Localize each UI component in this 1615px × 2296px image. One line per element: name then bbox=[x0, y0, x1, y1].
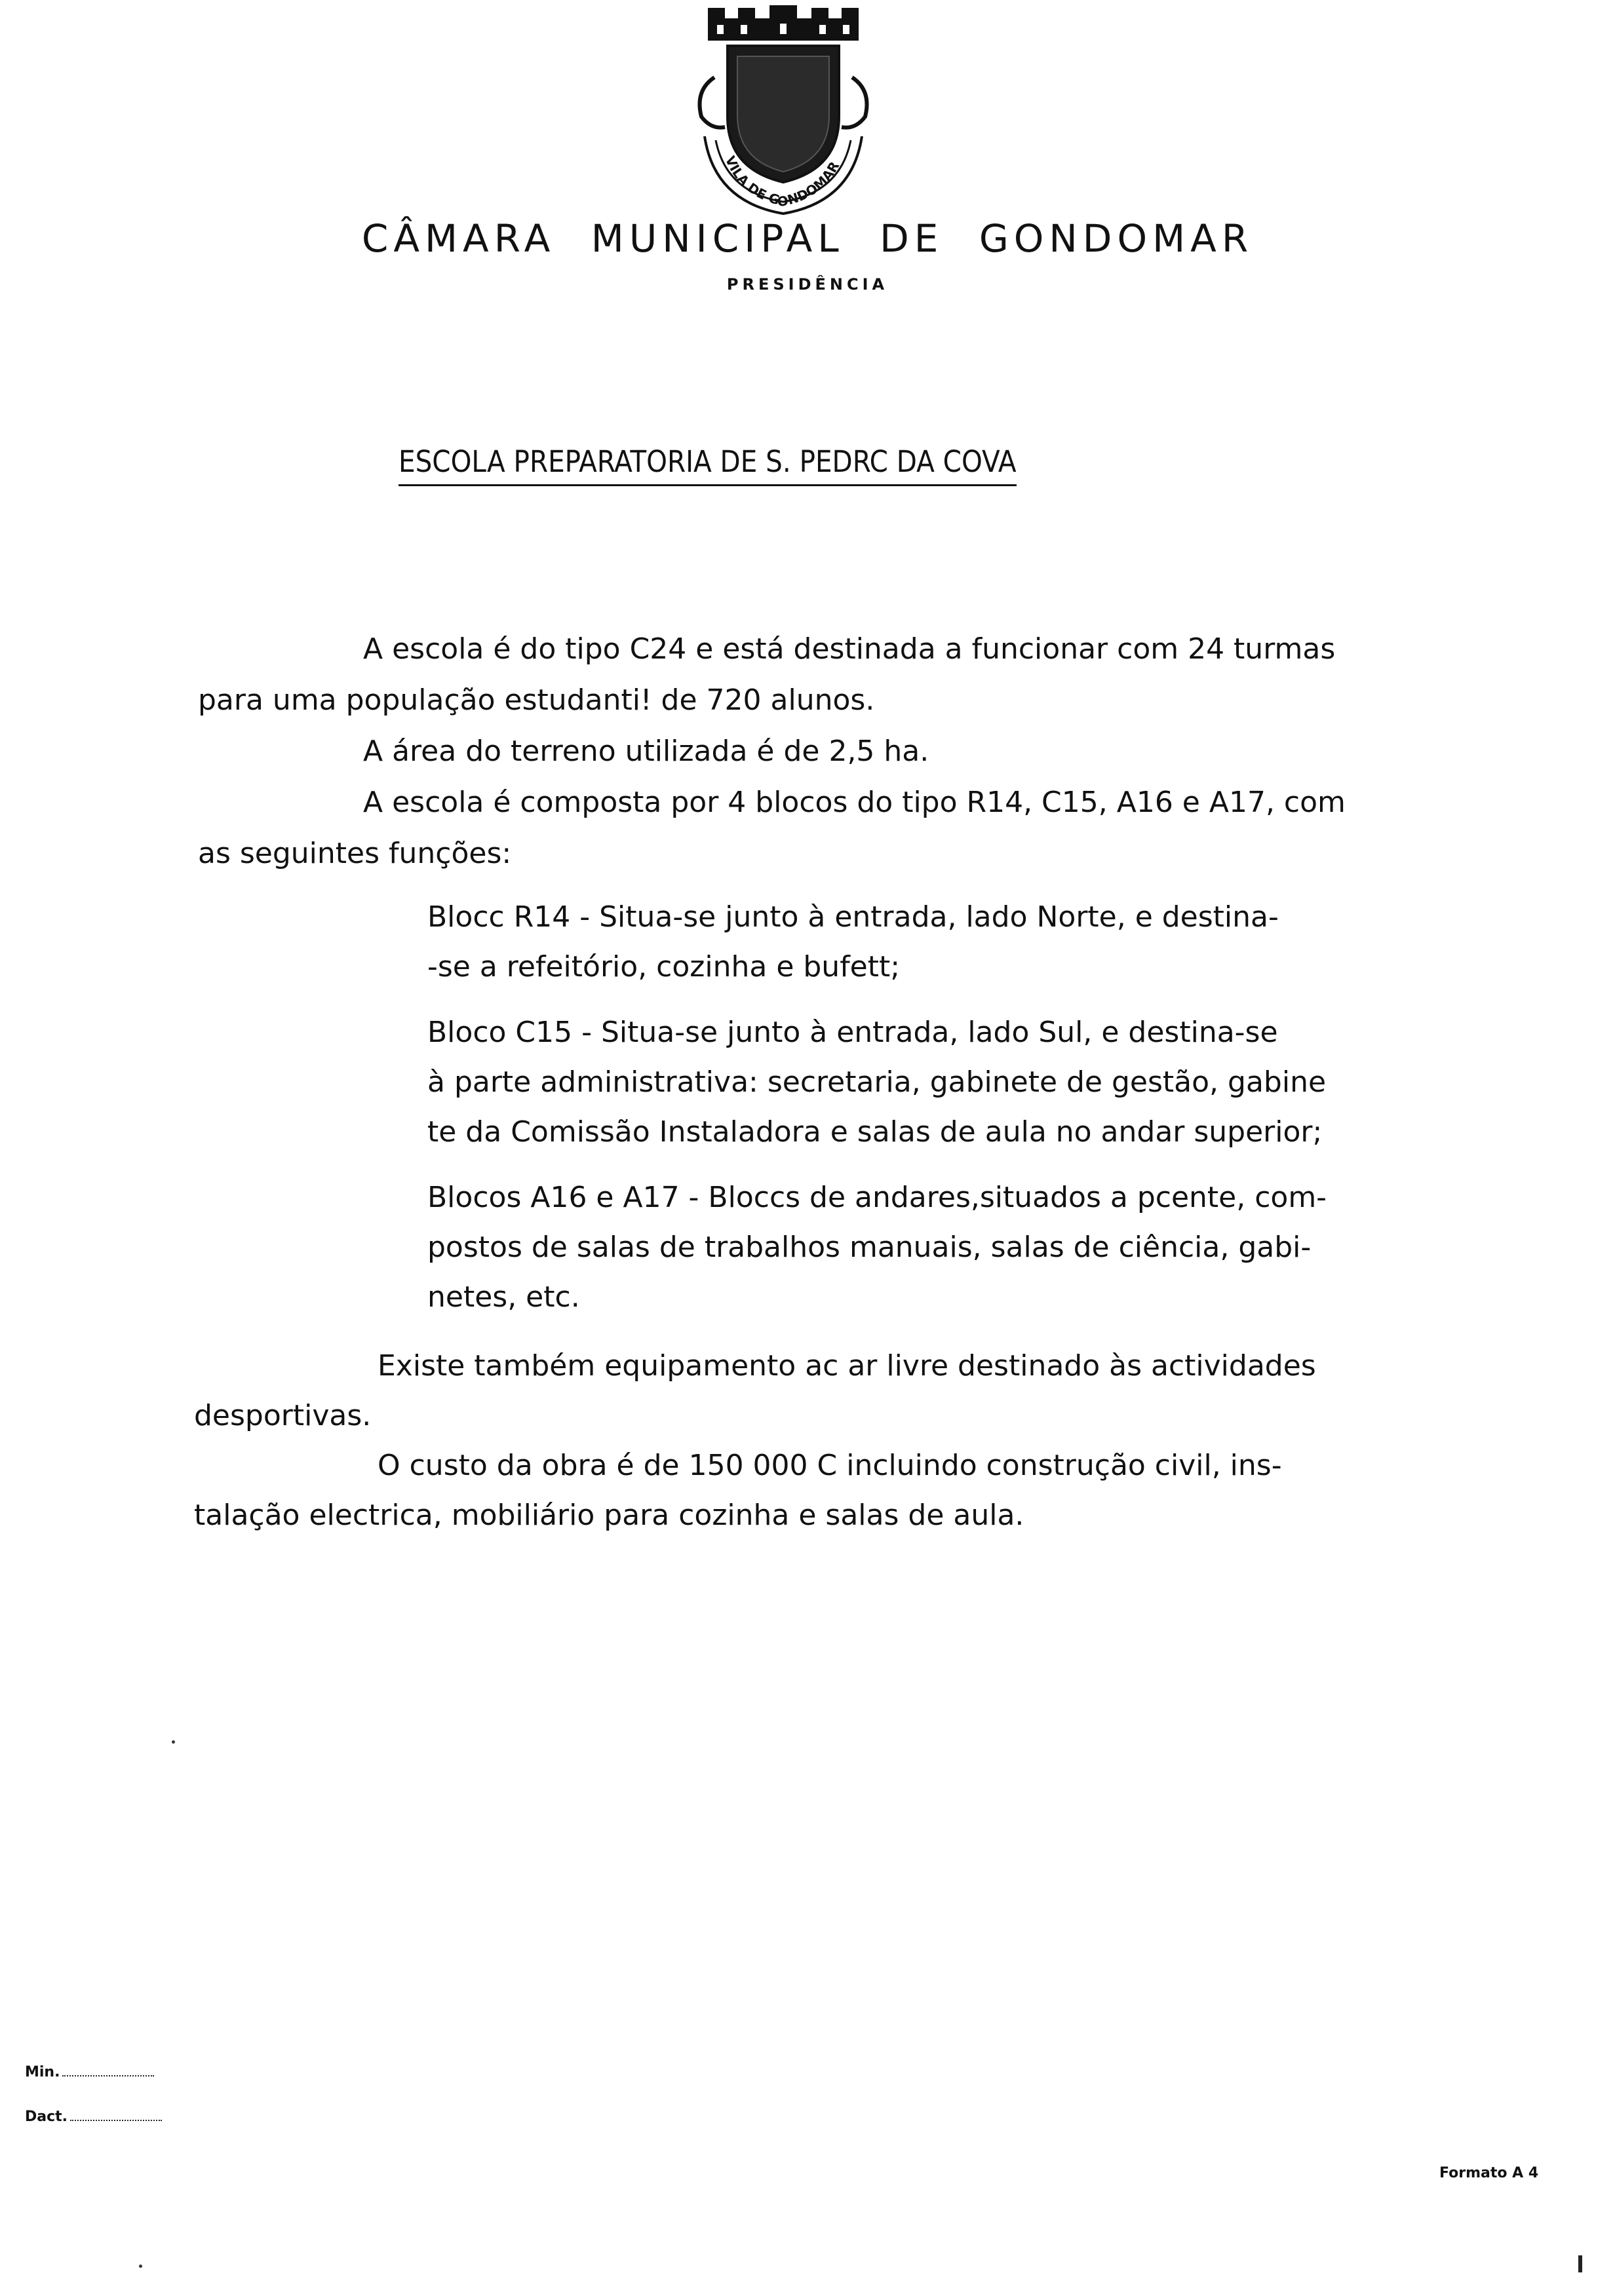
block-line: netes, etc. bbox=[427, 1280, 580, 1314]
paragraph-line: A área do terreno utilizada é de 2,5 ha. bbox=[363, 735, 929, 768]
paragraph-line: para uma população estudanti! de 720 alunos. bbox=[198, 683, 875, 717]
paragraph-line: O custo da obra é de 150 000 C incluindo construção civil, ins- bbox=[378, 1449, 1282, 1482]
paragraph-line: as seguintes funções: bbox=[198, 837, 512, 870]
format-label: Formato A 4 bbox=[1439, 2165, 1539, 2181]
paragraph-line: desportivas. bbox=[194, 1399, 372, 1432]
paragraph-line: talação electrica, mobiliário para cozinha e salas de aula. bbox=[194, 1499, 1024, 1532]
min-label: Min. bbox=[25, 2064, 60, 2080]
scan-mark bbox=[1578, 2255, 1582, 2272]
document-title: ESCOLA PREPARATORIA DE S. PEDRC DA COVA bbox=[399, 444, 1017, 486]
block-line: -se a refeitório, cozinha e bufett; bbox=[427, 950, 901, 984]
municipal-crest bbox=[675, 5, 891, 221]
paragraph-line: Existe também equipamento ac ar livre destinado às actividades bbox=[378, 1349, 1316, 1383]
block-line: Blocc R14 - Situa-se junto à entrada, lado Norte, e destina- bbox=[427, 900, 1279, 934]
block-line: te da Comissão Instaladora e salas de aula no andar superior; bbox=[427, 1115, 1323, 1149]
paragraph-line: A escola é composta por 4 blocos do tipo R14, C15, A16 e A17, com bbox=[363, 786, 1346, 819]
paragraph-line: A escola é do tipo C24 e está destinada a funcionar com 24 turmas bbox=[363, 632, 1336, 666]
dact-field bbox=[25, 2109, 162, 2125]
block-line: à parte administrativa: secretaria, gabinete de gestão, gabine bbox=[427, 1065, 1327, 1099]
block-line: Bloco C15 - Situa-se junto à entrada, lado Sul, e destina-se bbox=[427, 1016, 1278, 1049]
block-line: postos de salas de trabalhos manuais, salas de ciência, gabi- bbox=[427, 1231, 1312, 1264]
min-field bbox=[25, 2064, 154, 2080]
min-dotted-line bbox=[62, 2075, 154, 2076]
dact-label: Dact. bbox=[25, 2109, 68, 2125]
header-subtitle: PRESIDÊNCIA bbox=[726, 275, 889, 294]
header-title: CÂMARA MUNICIPAL DE GONDOMAR bbox=[361, 216, 1254, 261]
scan-speck bbox=[139, 2265, 142, 2268]
block-line: Blocos A16 e A17 - Bloccs de andares,situados a pcente, com- bbox=[427, 1181, 1327, 1214]
scan-speck bbox=[172, 1740, 175, 1744]
crest-motto: VILA DE GONDOMAR bbox=[722, 153, 843, 210]
dact-dotted-line bbox=[70, 2120, 162, 2121]
